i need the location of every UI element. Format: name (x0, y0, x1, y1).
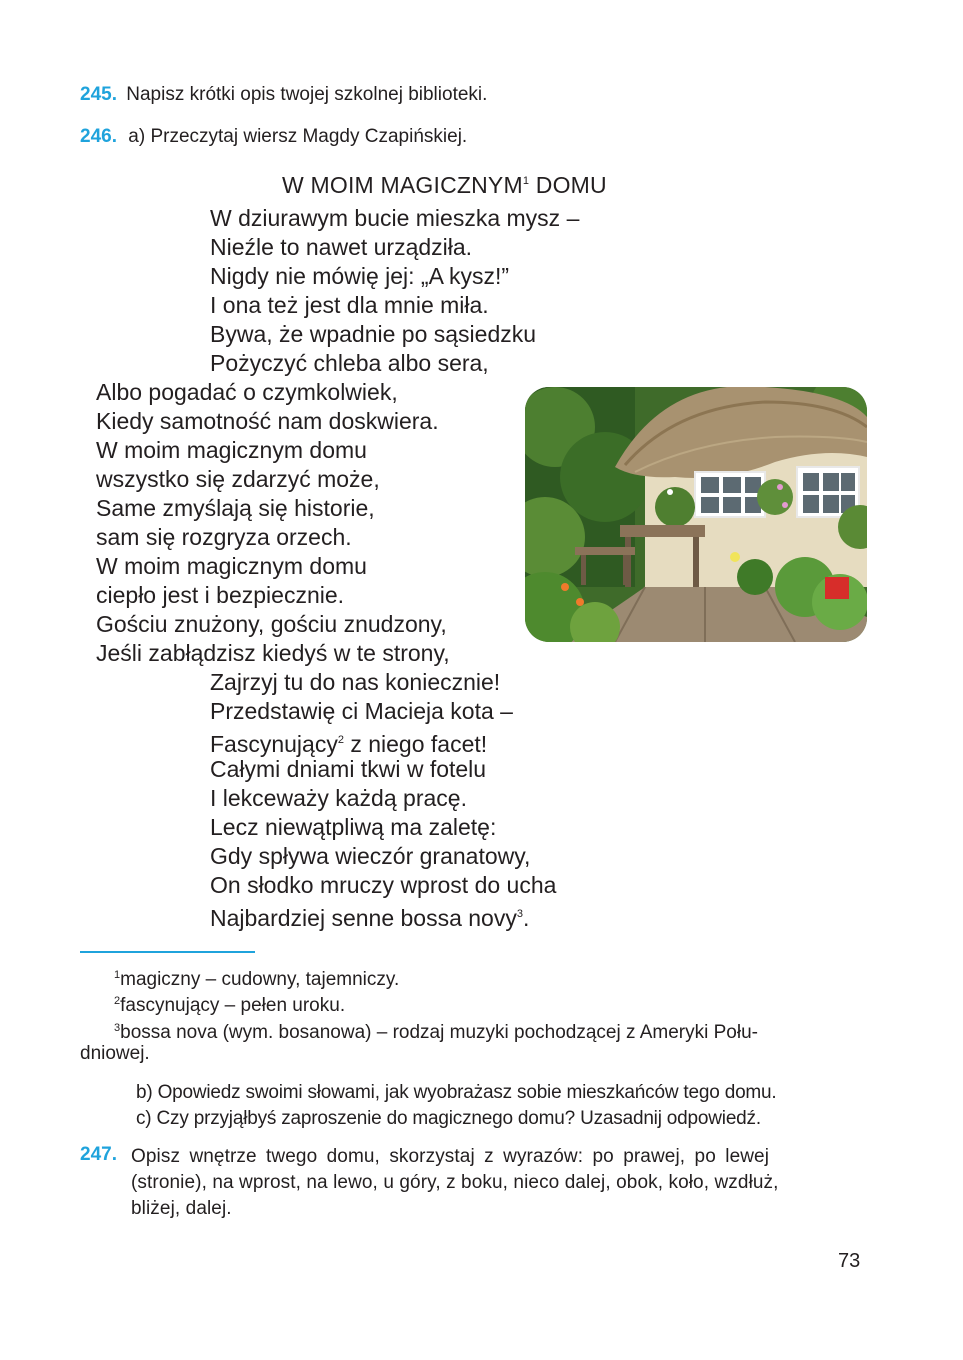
question-c: c) Czy przyjąłbyś zaproszenie do magicznego domu? Uzasadnij odpowiedź. (136, 1108, 761, 1129)
poem-stanza-3 (210, 668, 556, 929)
poem-line: Jeśli zabłądzisz kiedyś w te strony, (96, 640, 450, 666)
poem-line-text: Fascynujący (210, 731, 338, 757)
poem-line: Bywa, że wpadnie po sąsiedzku (210, 321, 537, 347)
task-number: 246. (80, 126, 117, 147)
poem-line: Albo pogadać o czymkolwiek, (96, 379, 398, 405)
poem-line: Nieźle to nawet urządziła. (210, 234, 473, 260)
poem-title-text: W MOIM MAGICZNYM (282, 172, 523, 198)
cottage-photo (525, 387, 867, 642)
poem-stanza-1 (210, 204, 579, 378)
task-246 (80, 126, 467, 148)
poem-line: W moim magicznym domu (96, 437, 367, 463)
task-line: bliżej, dalej. (131, 1198, 232, 1219)
poem-line: W dziurawym bucie mieszka mysz – (210, 205, 580, 231)
poem-line: Lecz niewątpliwą ma zaletę: (210, 814, 497, 840)
task-text: Napisz krótki opis twojej szkolnej biblioteki. (126, 84, 488, 105)
task-line: (stronie), na wprost, na lewo, u góry, z boku, nieco dalej, obok, koło, wzdłuż, (131, 1172, 779, 1193)
footnote-separator (80, 951, 255, 953)
poem-line: Nigdy nie mówię jej: „A kysz!” (210, 263, 510, 289)
footnote-ref: 1 (522, 175, 530, 187)
poem-stanza-2 (96, 378, 450, 668)
poem-line: On słodko mruczy wprost do ucha (210, 872, 557, 898)
question-b: b) Opowiedz swoimi słowami, jak wyobrażasz sobie mieszkańców tego domu. (136, 1082, 777, 1103)
footnote-text: fascynujący – pełen uroku. (120, 995, 346, 1016)
poem-line: Same zmyślają się historie, (96, 495, 375, 521)
task-247-text (131, 1144, 779, 1222)
poem-line: Kiedy samotność nam doskwiera. (96, 408, 439, 434)
poem-line (210, 726, 556, 755)
footnote-3-continuation: dniowej. (80, 1043, 150, 1064)
poem-title-text: DOMU (529, 172, 607, 198)
task-line: Opisz wnętrze twego domu, skorzystaj z wyrazów: po prawej, po lewej (131, 1146, 770, 1167)
task-247 (80, 1144, 117, 1166)
footnote-text: bossa nova (wym. bosanowa) – rodzaj muzyki pochodzącej z Ameryki Połu- (120, 1022, 758, 1043)
poem-line: Gościu znużony, gościu znudzony, (96, 611, 447, 637)
task-245 (80, 84, 487, 106)
footnote-marker: 2 (114, 995, 121, 1007)
footnote-marker: 1 (114, 969, 121, 981)
poem-line: W moim magicznym domu (96, 553, 367, 579)
poem-line-text: z niego facet! (343, 731, 488, 757)
poem-line: I lekceważy każdą pracę. (210, 785, 467, 811)
poem-line: wszystko się zdarzyć może, (96, 466, 380, 492)
poem-line: Zajrzyj tu do nas koniecznie! (210, 669, 501, 695)
poem-line: Gdy spływa wieczór granatowy, (210, 843, 531, 869)
footnote-ref: 2 (337, 734, 344, 746)
poem-line: Całymi dniami tkwi w fotelu (210, 756, 487, 782)
footnote-text: magiczny – cudowny, tajemniczy. (120, 969, 400, 990)
task-text: a) Przeczytaj wiersz Magdy Czapińskiej. (128, 126, 468, 147)
task-number: 245. (80, 84, 117, 105)
poem-line: Przedstawię ci Macieja kota – (210, 698, 513, 724)
footnote-ref: 3 (516, 908, 523, 920)
poem-line: ciepło jest i bezpiecznie. (96, 582, 345, 608)
poem-line: I ona też jest dla mnie miła. (210, 292, 489, 318)
poem-line: sam się rozgryza orzech. (96, 524, 352, 550)
page-number: 73 (838, 1250, 861, 1272)
task-number: 247. (80, 1144, 117, 1165)
poem-line-text: . (522, 905, 530, 931)
poem-line (210, 900, 556, 929)
poem-line: Pożyczyć chleba albo sera, (210, 350, 489, 376)
footnote-3 (114, 1015, 758, 1046)
poem-title (282, 172, 607, 199)
poem-line-text: Najbardziej senne bossa novy (210, 905, 517, 931)
footnote-marker: 3 (114, 1022, 121, 1034)
